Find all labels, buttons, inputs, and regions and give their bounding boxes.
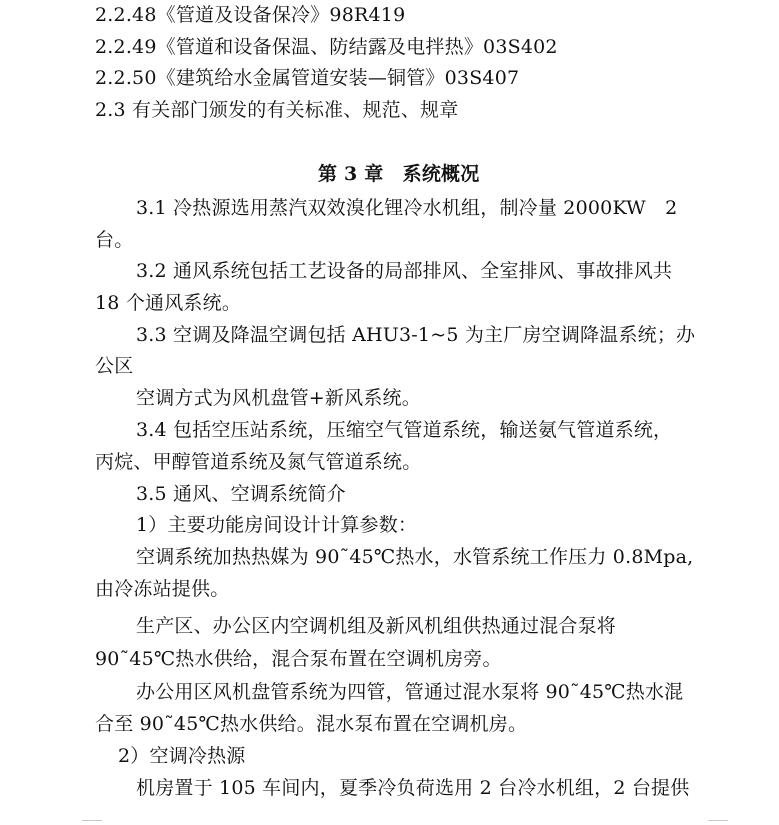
reference-line-2-2-48: 2.2.48《管道及设备保冷》98R419 [95,4,406,26]
heating-medium-line-2: 由冷冻站提供。 [95,578,230,600]
paragraph-3-1-line-2: 台。 [95,229,134,251]
paragraph-3-2-line-1: 3.2 通风系统包括工艺设备的局部排风、全室排风、事故排风共 [136,260,673,282]
section-3-5-title: 3.5 通风、空调系统简介 [136,483,346,505]
page-corner-mark-right [708,820,728,821]
paragraph-3-2-line-2: 18 个通风系统。 [95,292,242,314]
chapter-title: 第 3 章 系统概况 [318,163,480,185]
paragraph-3-3-line-3: 空调方式为风机盘管+新风系统。 [136,387,421,409]
paragraph-3-3-line-1: 3.3 空调及降温空调包括 AHU3-1~5 为主厂房空调降温系统；办 [136,324,696,346]
page-corner-mark-left [82,820,102,821]
reference-line-2-2-50: 2.2.50《建筑给水金属管道安装—铜管》03S407 [95,67,520,89]
heating-medium-line-1: 空调系统加热热媒为 90˜45℃热水，水管系统工作压力 0.8Mpa, [136,546,694,568]
subsection-1-title: 1）主要功能房间设计计算参数： [136,514,418,536]
office-area-line-2: 合至 90˜45℃热水供给。混水泵布置在空调机房。 [95,713,528,735]
production-area-line-2: 90˜45℃热水供给，混合泵布置在空调机房旁。 [95,648,502,670]
subsection-2-title: 2）空调冷热源 [118,745,246,767]
paragraph-3-4-line-1: 3.4 包括空压站系统，压缩空气管道系统，输送氨气管道系统， [136,419,673,441]
machine-room-line-1: 机房置于 105 车间内，夏季冷负荷选用 2 台冷水机组，2 台提供 [136,777,690,799]
paragraph-3-1-line-1: 3.1 冷热源选用蒸汽双效溴化锂冷水机组，制冷量 2000KW 2 [136,197,678,219]
office-area-line-1: 办公用区风机盘管系统为四管，管通过混水泵将 90˜45℃热水混 [136,681,684,703]
paragraph-3-4-line-2: 丙烷、甲醇管道系统及氮气管道系统。 [95,451,422,473]
production-area-line-1: 生产区、办公区内空调机组及新风机组供热通过混合泵将 [136,615,617,637]
section-2-3-line: 2.3 有关部门颁发的有关标准、规范、规章 [95,99,459,121]
paragraph-3-3-line-2: 公区 [95,355,134,377]
reference-line-2-2-49: 2.2.49《管道和设备保温、防结露及电拌热》03S402 [95,36,558,58]
